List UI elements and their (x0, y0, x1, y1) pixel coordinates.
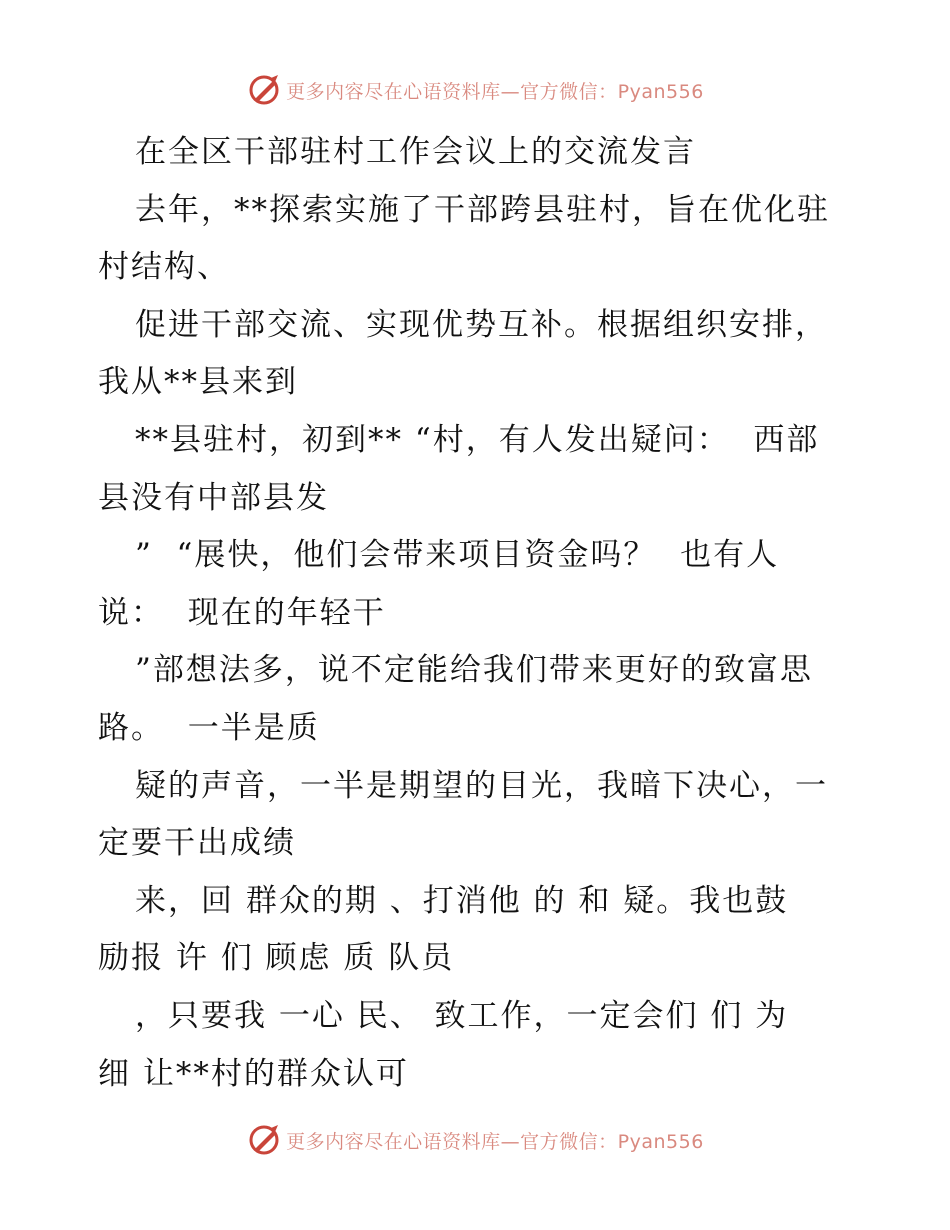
text-line: ” “展快，他们会带来项目资金吗？ 也有人 (135, 537, 780, 574)
text-line: 村结构、 (98, 249, 230, 286)
document-title: 在全区干部驻村工作会议上的交流发言 (135, 134, 696, 170)
text-line: **县驻村，初到** “村，有人发出疑问： 西部 (135, 421, 820, 458)
text-line: 我从**县来到 (98, 364, 298, 401)
text-line: ，只要我 一心 民、 致工作，一定会们 们 为 (135, 997, 789, 1034)
text-line: 励报 许 们 顾虑 质 队员 (98, 940, 455, 977)
text-line: 说： 现在的年轻干 (98, 594, 386, 631)
text-line: ”部想法多，说不定能给我们带来更好的致富思 (135, 652, 813, 689)
text-line: 县没有中部县发 (98, 479, 329, 516)
text-line: 去年，**探索实施了干部跨县驻村，旨在优化驻 (135, 191, 830, 228)
watermark-text: 更多内容尽在心语资料库—官方微信：Pyan556 (286, 80, 704, 103)
quill-seal-icon (246, 72, 282, 108)
watermark-text: 更多内容尽在心语资料库—官方微信：Pyan556 (286, 1130, 704, 1153)
text-line: 细 让**村的群众认可 (98, 1055, 409, 1092)
text-line: 定要干出成绩 (98, 825, 296, 862)
document-body (98, 124, 858, 1103)
watermark-footer (0, 1122, 950, 1158)
text-line: 来，回 群众的期 、打消他 的 和 疑。我也鼓 (135, 882, 789, 919)
text-line: 路。 一半是质 (98, 709, 320, 746)
text-line: 疑的声音，一半是期望的目光，我暗下决心，一 (135, 767, 828, 804)
quill-seal-icon (246, 1122, 282, 1158)
text-line: 促进干部交流、实现优势互补。根据组织安排， (135, 306, 828, 343)
watermark-header (0, 72, 950, 108)
